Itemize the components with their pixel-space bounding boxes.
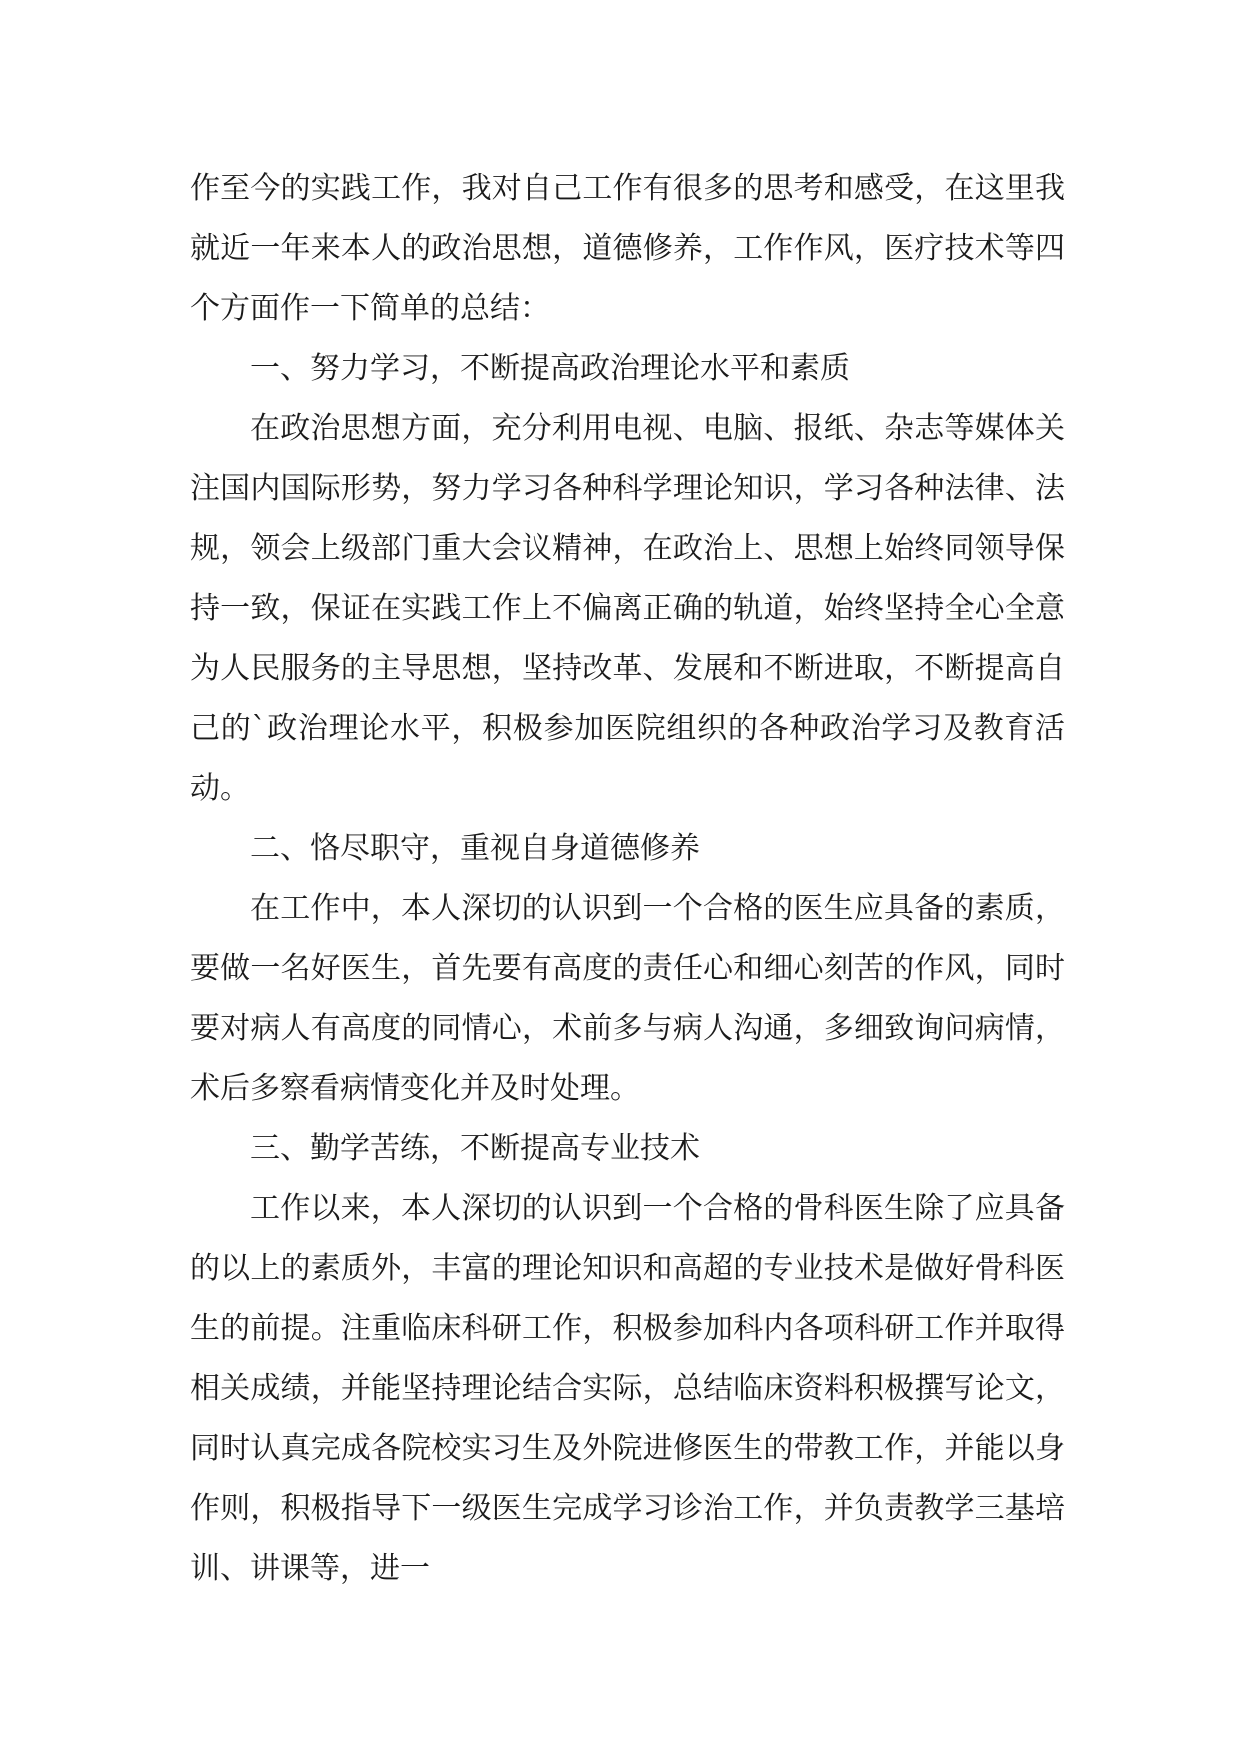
paragraph-intro: 作至今的实践工作，我对自己工作有很多的思考和感受，在这里我就近一年来本人的政治思想，道德修养，工作作风，医疗技术等四个方面作一下简单的总结： [190,171,1065,326]
document-body [190,159,1065,1599]
section-heading-3: 三、勤学苦练，不断提高专业技术 [250,1131,700,1166]
section-heading-1: 一、努力学习，不断提高政治理论水平和素质 [250,351,850,386]
section-heading-2: 二、恪尽职守，重视自身道德修养 [250,831,700,866]
paragraph-moral-cultivation: 在工作中，本人深切的认识到一个合格的医生应具备的素质，要做一名好医生，首先要有高度的责任心和细心刻苦的作风，同时要对病人有高度的同情心，术前多与病人沟通，多细致询问病情，术后多察看病情变化并及时处理。 [190,891,1065,1106]
paragraph-professional-skills: 工作以来，本人深切的认识到一个合格的骨科医生除了应具备的以上的素质外，丰富的理论知识和高超的专业技术是做好骨科医生的前提。注重临床科研工作，积极参加科内各项科研工作并取得相关成绩，并能坚持理论结合实际，总结临床资料积极撰写论文，同时认真完成各院校实习生及外院进修医生的带教工作，并能以身作则，积极指导下一级医生完成学习诊治工作，并负责教学三基培训、讲课等，进一 [190,1191,1065,1586]
paragraph-political-thought: 在政治思想方面，充分利用电视、电脑、报纸、杂志等媒体关注国内国际形势，努力学习各种科学理论知识，学习各种法律、法规，领会上级部门重大会议精神，在政治上、思想上始终同领导保持一致，保证在实践工作上不偏离正确的轨道，始终坚持全心全意为人民服务的主导思想，坚持改革、发展和不断进取，不断提高自己的`政治理论水平，积极参加医院组织的各种政治学习及教育活动。 [190,411,1065,806]
